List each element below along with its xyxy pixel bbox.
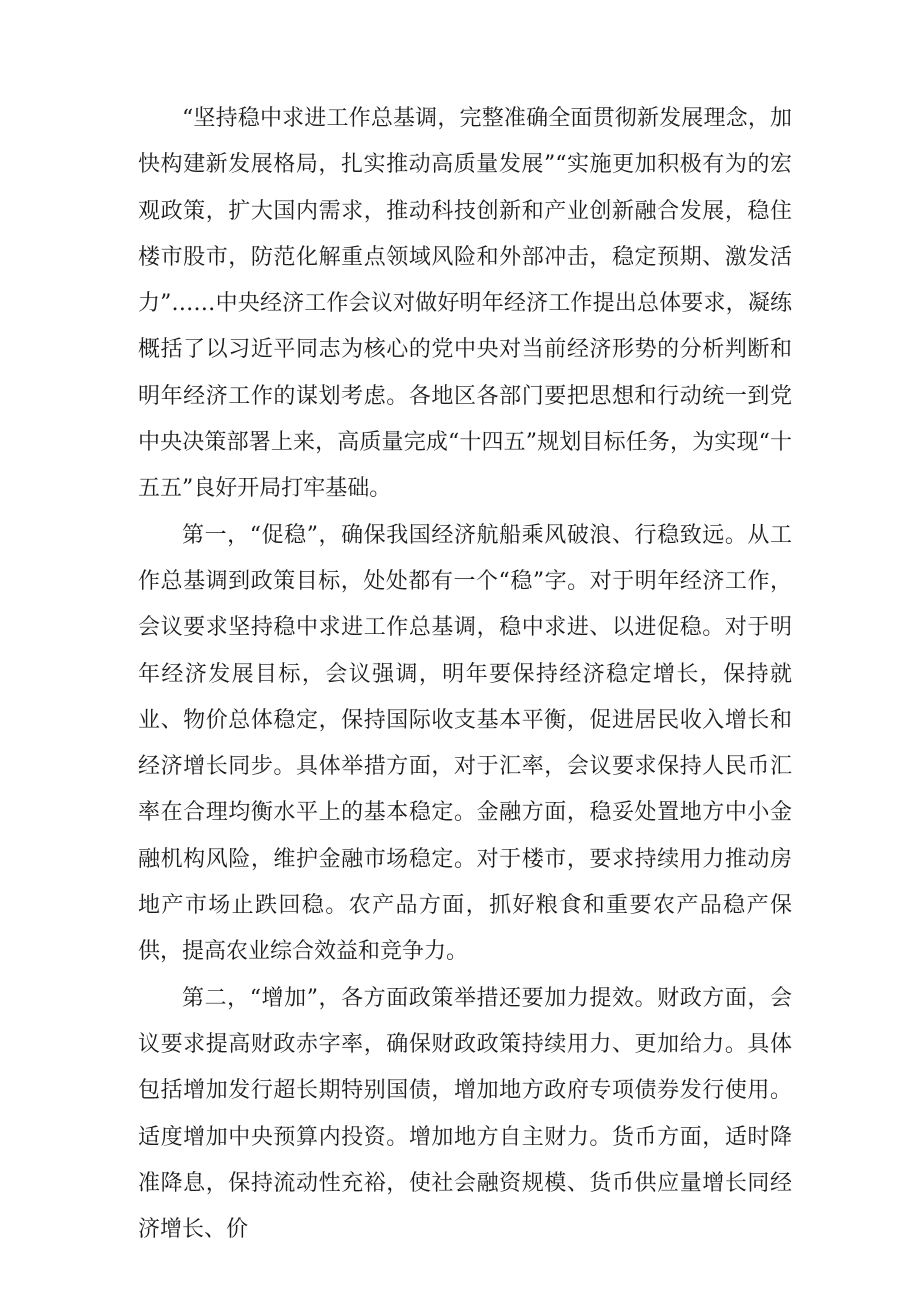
paragraph-second-point: 第二，“增加”，各方面政策举措还要加力提效。财政方面，会议要求提高财政赤字率，确保财政政策持续用力、更加给力。具体包括增加发行超长期特别国债，增加地方政府专项债券发行使用。适度增加中央预算内投资。增加地方自主财力。货币方面，适时降准降息，保持流动性充裕，使社会融资规模、货币供应量增长同经济增长、价 bbox=[138, 985, 792, 1243]
paragraph-intro: “坚持稳中求进工作总基调，完整准确全面贯彻新发展理念，加快构建新发展格局，扎实推动高质量发展”“实施更加积极有为的宏观政策，扩大国内需求，推动科技创新和产业创新融合发展，稳住楼市股市，防范化解重点领域风险和外部冲击，稳定预期、激发活力”……中央经济工作会议对做好明年经济工作提出总体要求，凝练概括了以习近平同志为核心的党中央对当前经济形势的分析判断和明年经济工作的谋划考虑。各地区各部门要把思想和行动统一到党中央决策部署上来，高质量完成“十四五”规划目标任务，为实现“十五五”良好开局打牢基础。 bbox=[138, 106, 792, 502]
document-body bbox=[138, 96, 792, 1253]
paragraph-first-point: 第一，“促稳”，确保我国经济航船乘风破浪、行稳致远。从工作总基调到政策目标，处处都有一个“稳”字。对于明年经济工作，会议要求坚持稳中求进工作总基调，稳中求进、以进促稳。对于明年经济发展目标，会议强调，明年要保持经济稳定增长，保持就业、物价总体稳定，保持国际收支基本平衡，促进居民收入增长和经济增长同步。具体举措方面，对于汇率，会议要求保持人民币汇率在合理均衡水平上的基本稳定。金融方面，稳妥处置地方中小金融机构风险，维护金融市场稳定。对于楼市，要求持续用力推动房地产市场止跌回稳。农产品方面，抓好粮食和重要农产品稳产保供，提高农业综合效益和竞争力。 bbox=[138, 522, 792, 965]
